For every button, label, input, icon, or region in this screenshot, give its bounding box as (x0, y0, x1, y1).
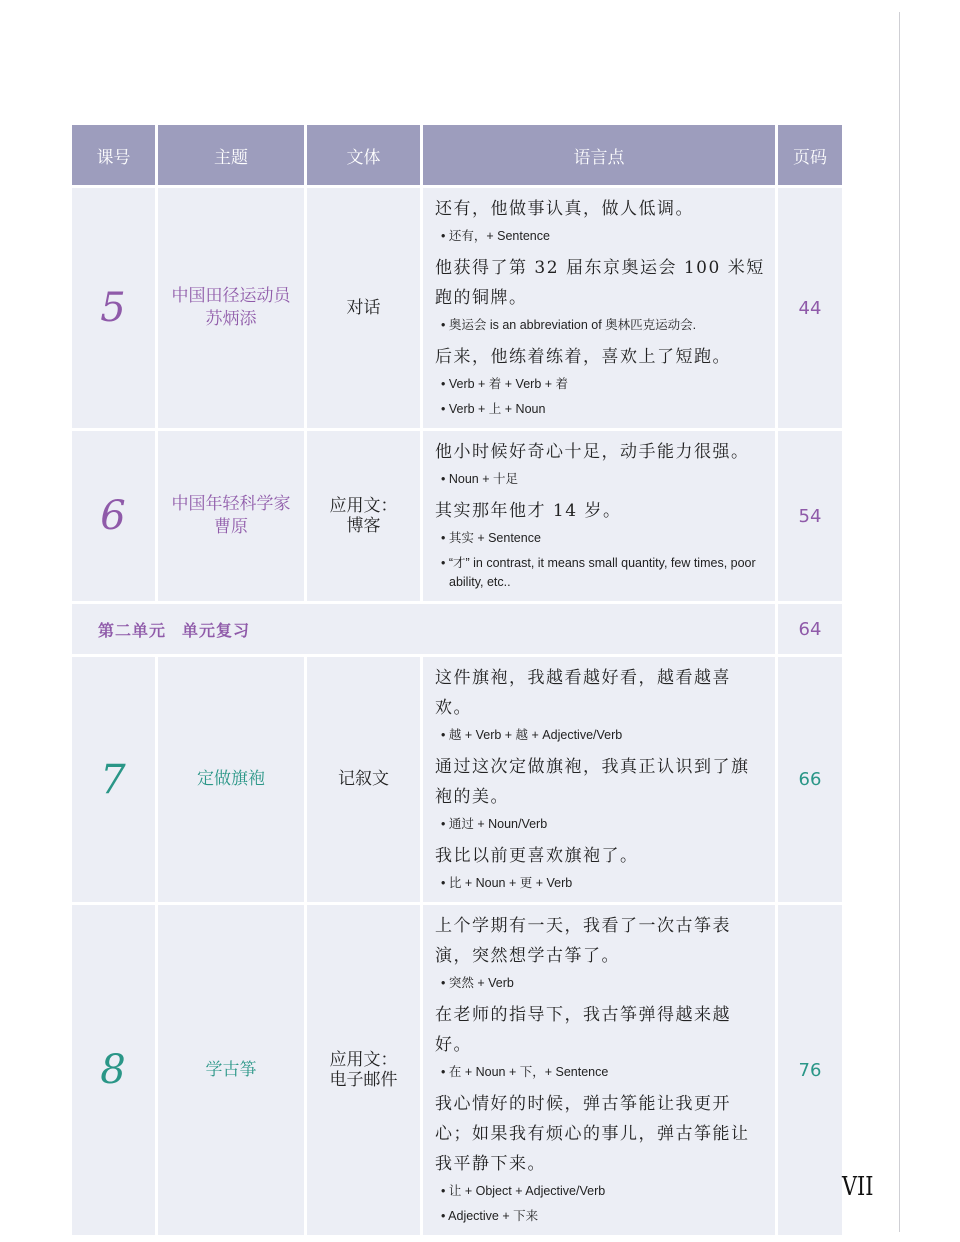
unit-review-row[interactable] (72, 604, 775, 654)
genre-line: 电子邮件 (329, 1070, 398, 1090)
example-sentence: 后来，他练着练着，喜欢上了短跑。 (435, 347, 731, 367)
lesson-number: 6 (72, 431, 155, 601)
table-of-contents (72, 125, 842, 1235)
language-points (423, 657, 775, 902)
page-number[interactable]: 44 (778, 188, 842, 428)
genre-line: 对话 (346, 297, 381, 318)
grammar-pattern: • 让 + Object + Adjective/Verb (441, 1184, 606, 1198)
grammar-pattern: • 通过 + Noun/Verb (441, 817, 548, 831)
page-number[interactable]: 76 (778, 905, 842, 1235)
grammar-pattern: • 其实 + Sentence (441, 531, 541, 545)
example-sentence: 上个学期有一天，我看了一次古筝表演，突然想学古筝了。 (435, 916, 731, 966)
lesson-genre (307, 657, 420, 902)
grammar-pattern: • Verb + 上 + Noun (441, 402, 546, 416)
language-points (423, 431, 775, 601)
column-header-genre: 文体 (307, 125, 420, 185)
language-points (423, 905, 775, 1235)
lesson-topic[interactable] (158, 905, 304, 1235)
column-header-topic: 主题 (158, 125, 304, 185)
topic-line: 学古筝 (205, 1059, 257, 1080)
topic-line: 苏炳添 (205, 309, 257, 329)
unit-review-label: 单元复习 (182, 620, 251, 640)
lesson-number: 7 (72, 657, 155, 902)
lesson-genre (307, 188, 420, 428)
lesson-topic[interactable] (158, 657, 304, 902)
page-edge-rule (899, 12, 900, 1232)
lesson-genre (307, 431, 420, 601)
lesson-number: 5 (72, 188, 155, 428)
example-sentence: 我比以前更喜欢旗袍了。 (435, 846, 639, 866)
example-sentence: 他获得了第 32 届东京奥运会 100 米短跑的铜牌。 (435, 258, 765, 308)
example-sentence: 通过这次定做旗袍，我真正认识到了旗袍的美。 (435, 757, 750, 807)
column-header-lesson-number: 课号 (72, 125, 155, 185)
topic-line: 定做旗袍 (197, 769, 265, 790)
grammar-pattern: • 在 + Noun + 下，+ Sentence (441, 1065, 609, 1079)
grammar-pattern: • 奥运会 is an abbreviation of 奥林匹克运动会. (441, 318, 697, 332)
lesson-number: 8 (72, 905, 155, 1235)
language-points (423, 188, 775, 428)
genre-line: 记叙文 (338, 769, 389, 790)
genre-line: 应用文： (329, 495, 398, 516)
topic-line: 曹原 (214, 517, 248, 537)
lesson-genre (307, 905, 420, 1235)
unit-name: 第二单元 (98, 620, 167, 640)
example-sentence: 这件旗袍，我越看越好看，越看越喜欢。 (435, 668, 731, 718)
column-header-page: 页码 (778, 125, 842, 185)
page-number[interactable]: 64 (778, 604, 842, 654)
grammar-pattern: • 越 + Verb + 越 + Adjective/Verb (441, 728, 623, 742)
grammar-pattern: • 还有，+ Sentence (441, 229, 550, 243)
example-sentence: 还有，他做事认真，做人低调。 (435, 199, 694, 219)
page-number[interactable]: 54 (778, 431, 842, 601)
topic-line: 中国田径运动员 (171, 286, 291, 307)
page-number[interactable]: 66 (778, 657, 842, 902)
example-sentence: 我心情好的时候，弹古筝能让我更开心；如果我有烦心的事儿，弹古筝能让我平静下来。 (435, 1094, 750, 1174)
grammar-note: • “才” in contrast, it means small quantity, few times, poor ability, etc.. (441, 556, 756, 589)
example-sentence: 其实那年他才 14 岁。 (435, 501, 622, 521)
lesson-topic[interactable] (158, 188, 304, 428)
grammar-pattern: • Adjective + 下来 (441, 1209, 539, 1223)
topic-line: 中国年轻科学家 (171, 494, 291, 515)
genre-line: 博客 (346, 516, 381, 536)
grammar-pattern: • 比 + Noun + 更 + Verb (441, 876, 573, 890)
grammar-pattern: • Noun + 十足 (441, 472, 518, 486)
grammar-pattern: • Verb + 着 + Verb + 着 (441, 377, 569, 391)
grammar-pattern: • 突然 + Verb (441, 976, 514, 990)
example-sentence: 在老师的指导下，我古筝弹得越来越好。 (435, 1005, 731, 1055)
example-sentence: 他小时候好奇心十足，动手能力很强。 (435, 442, 750, 462)
page-folio: VII (842, 1172, 874, 1202)
genre-line: 应用文： (329, 1049, 398, 1070)
lesson-topic[interactable] (158, 431, 304, 601)
column-header-language-points: 语言点 (423, 125, 775, 185)
